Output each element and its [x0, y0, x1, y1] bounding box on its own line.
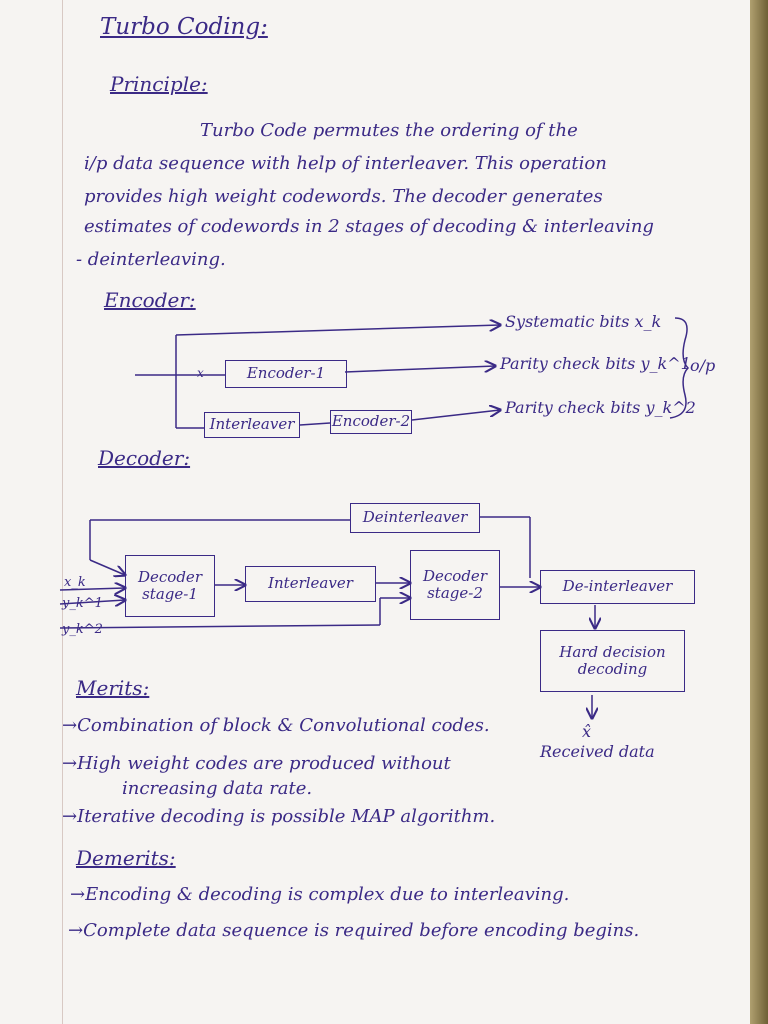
decoder-stage-2-block: Decoder stage-2: [410, 550, 500, 620]
principle-line: estimates of codewords in 2 stages of decoding & interleaving: [84, 216, 654, 237]
page-title: Turbo Coding:: [100, 14, 268, 40]
merit-item-continuation: increasing data rate.: [122, 778, 313, 799]
encoder-output-parity-1: Parity check bits y_k^1: [500, 354, 691, 373]
deinterleaver-feedback-block: Deinterleaver: [350, 503, 480, 533]
encoder-2-block: Encoder-2: [330, 410, 412, 434]
output-deinterleaver-block: De-interleaver: [540, 570, 695, 604]
principle-heading: Principle:: [110, 72, 208, 96]
decoder-input-yk1: y_k^1: [62, 596, 103, 611]
merits-heading: Merits:: [76, 676, 150, 700]
principle-line: i/p data sequence with help of interleaver. This operation: [84, 153, 607, 174]
x-mark: x: [197, 366, 204, 380]
encoder-heading: Encoder:: [104, 288, 196, 312]
principle-line: - deinterleaving.: [76, 249, 226, 270]
encoder-output-systematic: Systematic bits x_k: [505, 312, 662, 331]
decoder-heading: Decoder:: [98, 446, 191, 470]
encoder-output-parity-2: Parity check bits y_k^2: [505, 398, 696, 417]
principle-line: provides high weight codewords. The decoder generates: [84, 186, 603, 207]
page-edge: [750, 0, 768, 1024]
merit-item: →Iterative decoding is possible MAP algorithm.: [62, 806, 496, 827]
principle-line: Turbo Code permutes the ordering of the: [200, 120, 578, 141]
hard-decision-block: Hard decision decoding: [540, 630, 685, 692]
demerit-item: →Encoding & decoding is complex due to interleaving.: [70, 884, 570, 905]
encoder-1-block: Encoder-1: [225, 360, 347, 388]
decoder-input-xk: x_k: [64, 575, 86, 590]
decoder-input-yk2: y_k^2: [62, 622, 103, 637]
received-data-label: Received data: [540, 742, 655, 761]
decoder-stage-1-block: Decoder stage-1: [125, 555, 215, 617]
demerit-item: →Complete data sequence is required before encoding begins.: [68, 920, 640, 941]
merit-item: →High weight codes are produced without: [62, 753, 451, 774]
decoder-interleaver-block: Interleaver: [245, 566, 376, 602]
merit-item: →Combination of block & Convolutional codes.: [62, 715, 490, 736]
received-symbol: x̂: [582, 722, 592, 741]
demerits-heading: Demerits:: [76, 846, 176, 870]
encoder-interleaver-block: Interleaver: [204, 412, 300, 438]
output-label: o/p: [690, 356, 716, 375]
